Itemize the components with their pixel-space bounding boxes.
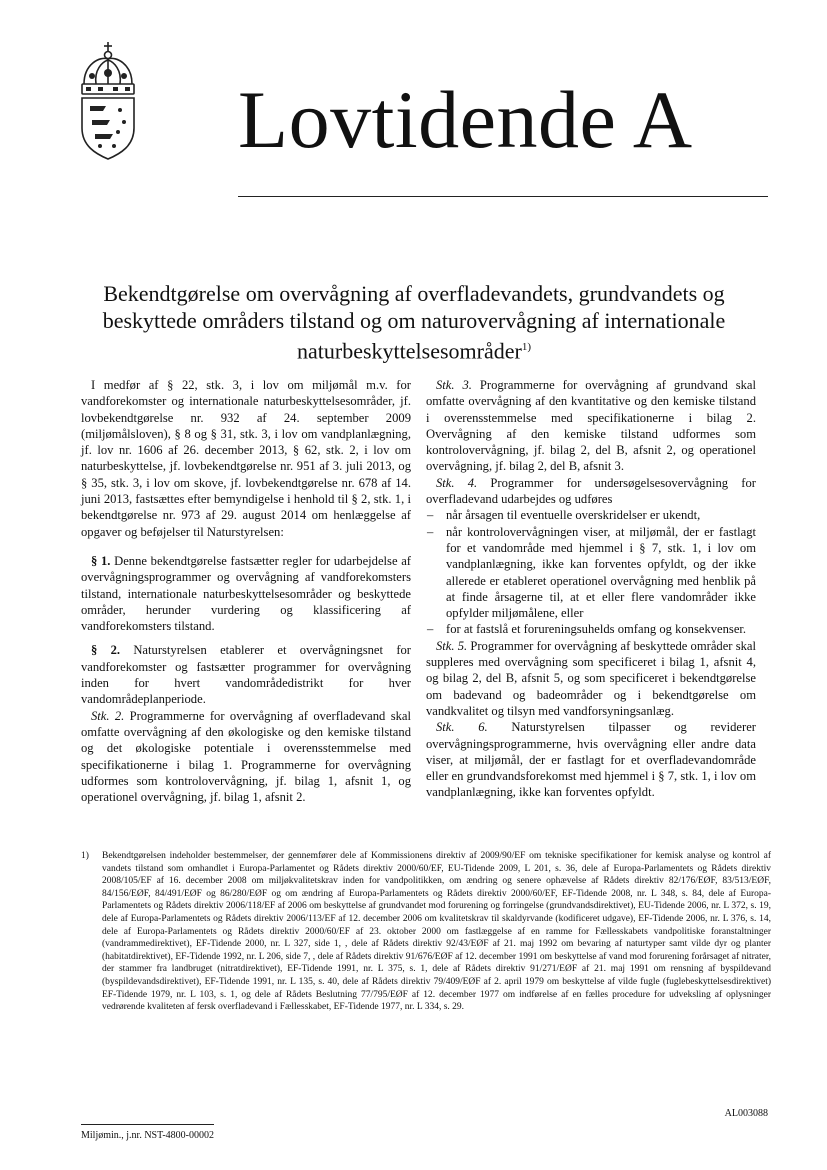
stk-3-text: Programmerne for overvågning af grundvand skal omfatte overvågning af den kvantitative og den kemiske tilstand i overensstemmelse med specifikationerne i bilag 2. Overvågning af den kemiske tilstand udformes som kontrolovervågning, jf. bilag 2, del B, afsnit 2, og operationel overvågning, jf. bilag 2, del B, afsnit 3.	[426, 378, 756, 474]
list-item	[426, 524, 756, 622]
list-item-text: når kontrolovervågningen viser, at miljømål, der er fastlagt for et vandområde med hjemmel i § 7, stk. 1, i lov om vandplanlægning, ikke kan forventes opfyldt, og der ikke allerede er etableret operationel overvågning med henblik på at finde årsagerne til, at et eller flere vandområder ikke opfylder miljømålene, eller	[446, 524, 756, 621]
list-item-text: når årsagen til eventuelle overskridelser er ukendt,	[446, 508, 701, 523]
section-1-heading: § 1.	[91, 553, 111, 568]
section-1-text: Denne bekendtgørelse fastsætter regler for udarbejdelse af overvågningsprogrammer og overvågning af vandforekomsters tilstand, internationale naturbeskyttelsesområder og beskyttede områder, herunder vurdering og klassificering af vandforekomsters tilstand.	[81, 553, 411, 634]
stk-6-text: Naturstyrelsen tilpasser og reviderer overvågningsprogrammerne, hvis overvågning eller andre data viser, at miljømål, der er fastlagt for et overfladevandområde eller en grundvandsforekomst med hjemmel i § 7, stk. 1, i lov om vandplanlægning, ikke kan forventes opfyldt.	[426, 720, 756, 800]
list-item-text: for at fastslå et forureningsuhelds omfang og konsekvenser.	[446, 622, 747, 637]
section-2-stk-2	[81, 708, 411, 806]
preamble: I medfør af § 22, stk. 3, i lov om miljømål m.v. for vandforekomster og internationale naturbeskyttelsesområder, jf. lovbekendtgørelse nr. 932 af 24. september 2009 (miljømålsloven), § 8 og § 31, stk. 3, i lov om vandplanlægning, jf. lov nr. 1606 af 26. december 2013, § 62, stk. 2, i lov om naturbeskyttelse, jf. lovbekendtgørelse nr. 951 af 3. juli 2013, og § 35, stk. 3, i lov om skove, jf. lovbekendtgørelse nr. 678 af 14. juni 2013, fastsættes efter bemyndigelse i henhold til § 2, stk. 1, i bekendtgørelse nr. 973 af 29. august 2014 om henlæggelse af opgaver og beføjelser til Naturstyrelsen:	[81, 378, 411, 539]
stk-4-heading: Stk. 4.	[436, 475, 478, 490]
section-1	[81, 553, 411, 634]
stk-5-heading: Stk. 5.	[436, 638, 468, 653]
masthead-title: Lovtidende A	[238, 74, 693, 165]
title-line-3-text: naturbeskyttelsesområder	[297, 338, 522, 364]
stk-6	[426, 719, 756, 800]
journal-number: Miljømin., j.nr. NST-4800-00002	[81, 1130, 214, 1141]
stk-6-heading: Stk. 6.	[436, 720, 488, 735]
royal-crest-icon	[76, 40, 140, 162]
left-column	[81, 377, 411, 805]
masthead-rule	[238, 196, 768, 197]
right-column	[426, 377, 756, 801]
title-line-1: Bekendtgørelse om overvågning af overfladevandets, grundvandets og	[103, 281, 725, 306]
title-line-3	[90, 334, 738, 364]
stk-4	[426, 475, 756, 508]
stk-2-text: Programmerne for overvågning af overfladevand skal omfatte overvågning af den økologiske og den kemiske tilstand og det økologiske potentiale i overensstemmelse med specifikationerne i bilag 1. Programmerne for overvågning udformes som kontrolovervågning, jf. bilag 1, afsnit 1, og operationel overvågning, jf. bilag 1, afsnit 2.	[81, 708, 411, 805]
stk-3	[426, 377, 756, 475]
stk-5-text: Programmer for overvågning af beskyttede områder skal suppleres med overvågning som specificeret i bilag 1, afsnit 4, og bilag 2, del B, afsnit 5, og som specificeret i bekendtgørelse om badevand og badeområder og i bekendtgørelse om vandkvalitet og tilsyn med vandforsyningsanlæg.	[426, 638, 756, 718]
dash-bullet: –	[427, 524, 434, 539]
list-item	[426, 621, 756, 637]
footer-rule	[81, 1124, 214, 1125]
title-line-2: beskyttede områders tilstand og om naturovervågning af internationale	[102, 308, 726, 333]
stk-4-text: Programmer for undersøgelsesovervågning for overfladevand udarbejdes og udføres	[426, 475, 756, 507]
stk-5	[426, 638, 756, 719]
footnote-marker: 1)	[81, 851, 89, 861]
dash-bullet: –	[427, 622, 434, 637]
stk-3-heading: Stk. 3.	[436, 378, 472, 392]
dash-bullet: –	[427, 508, 434, 523]
section-2	[81, 642, 411, 707]
footnote	[81, 850, 771, 1014]
document-title	[90, 280, 738, 364]
footnote-reference[interactable]: 1)	[521, 341, 531, 353]
stk-2-heading: Stk. 2.	[91, 708, 125, 723]
document-code: AL003088	[724, 1108, 768, 1119]
stk-4-list	[426, 507, 756, 637]
section-2-text: Naturstyrelsen etablerer et overvågningsnet for vandforekomster og fastsætter programmer for overvågning inden for hvert vandområdedistrikt for hver vandområdeplanperiode.	[81, 643, 411, 707]
list-item	[426, 507, 756, 523]
footnote-text: Bekendtgørelsen indeholder bestemmelser, der gennemfører dele af Kommissionens direktiv af 2009/90/EF om tekniske specifikationer for kemisk analyse og kontrol af vandets tilstand som omhandlet i Europa-Parlamentet og Rådets direktiv 2000/60/EF, EU-Tidende 2009, L 201, s. 36, dele af Europa-Parlamentets og Rådets direktiv 2008/105/EF af 16. december 2008 om miljøkvalitetskrav inden for vandpolitikken, om ændring og senere ophævelse af Rådets direktiv 82/176/EØF, 83/513/EØF, 84/156/EØF, 84/491/EØF og 86/280/EØF og om ændring af Europa-Parlamentets og Rådets direktiv 2000/60/EF, EF-Tidende 2008, nr. L 348, s. 84, dele af Europa-Parlamentets og Rådets direktiv 2006/118/EF af 2006 om beskyttelse af grundvandet mod forurening og forringelse (grundvandsdirektivet), EU-Tidende 2006, nr. L 372, s. 19, dele af Europa-Parlamentets og Rådets direktiv 2006/113/EF af 12. december 2006 om kvalitetskrav til skaldyrvande (kodificeret udgave), EF-Tidende 2006, nr. L 376, s. 14, dele af Europa-Parlamentets og Rådets direktiv 2000/60/EF af 23. oktober 2000 om fastlæggelse af en ramme for Fællesskabets vandpolitiske foranstaltninger (vandrammedirektivet), EF-Tidende 2000, nr. L 327, side 1, , dele af Rådets direktiv 92/43/EØF af 21. maj 1992 om bevaring af naturtyper samt vilde dyr og planter (habitatdirektivet), EF-Tidende 1992, nr. L 206, side 7, , dele af Rådets direktiv 91/676/EØF af 12. december 1991 om beskyttelse af vand mod forurening forårsaget af nitrater, der stammer fra landbruget (nitratdirektivet), EF-Tidende 1991, nr. L 375, s. 1, dele af Rådets direktiv 91/271/EØF af 21. maj 1991 om rensning af byspildevand (byspildevandsdirektivet), EF-Tidende 1991, nr. L 135, s. 40, dele af Rådets direktiv 79/409/EØF af 2. april 1979 om beskyttelse af vilde fugle (fuglebeskyttelsesdirektivet) EF-Tidende 1979, nr. L 103, s. 1, og dele af Rådets Beslutning 77/795/EØF af 12. december 1977 om indførelse af en fælles procedure for udveksling af oplysninger vedrørende kvaliteten af fersk overfladevand i Fællesskabet, EF-Tidende 1977, nr. L 334, s. 29.	[102, 851, 771, 1013]
section-2-heading: § 2.	[91, 643, 121, 658]
